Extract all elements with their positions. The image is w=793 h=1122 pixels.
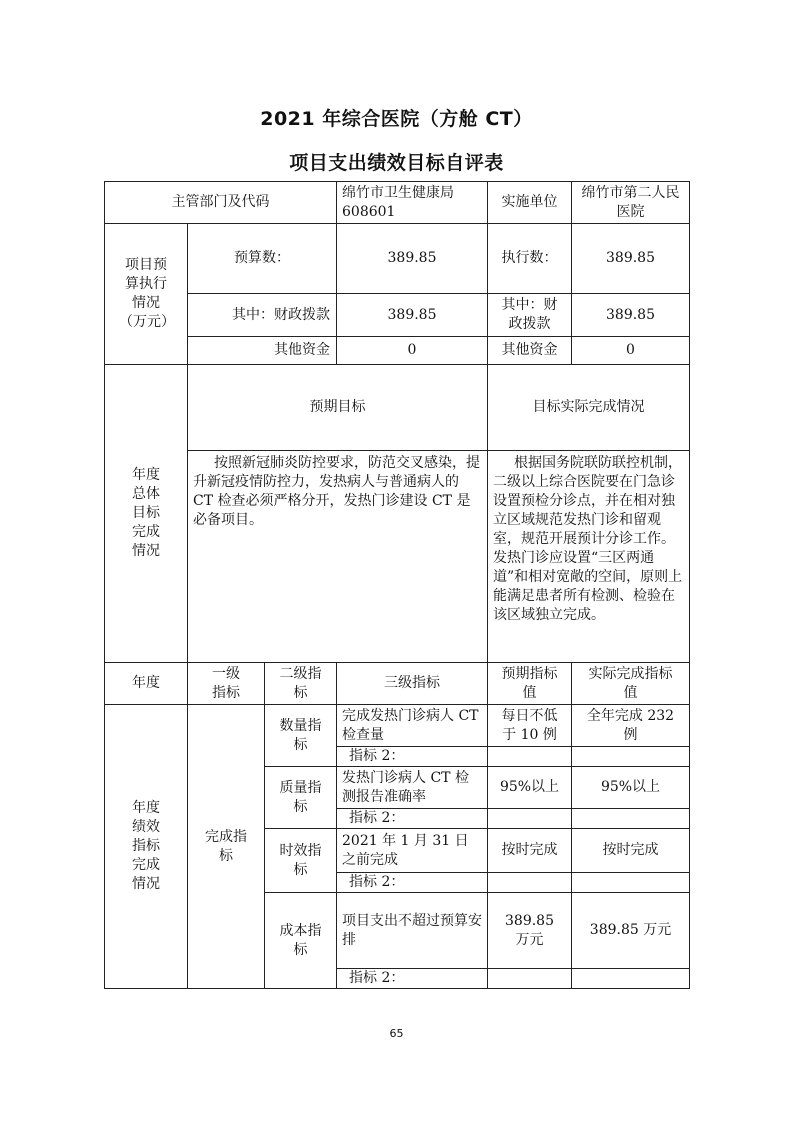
indicator-section-label: 年度绩效指标完成情况 bbox=[105, 705, 188, 989]
expected-timeliness: 按时完成 bbox=[488, 829, 572, 873]
budget-label: 预算数： bbox=[188, 224, 337, 294]
goals-header-row bbox=[105, 365, 690, 451]
expected-quantity: 每日不低于 10 例 bbox=[488, 705, 572, 747]
exec-value: 389.85 bbox=[572, 224, 690, 294]
col-header-actual: 实际完成指标值 bbox=[572, 663, 690, 705]
document-title: 2021 年综合医院（方舱 CT） bbox=[260, 108, 533, 130]
budget-value: 389.85 bbox=[337, 224, 488, 294]
unit-label: 实施单位 bbox=[488, 182, 572, 224]
level2-quantity: 数量指标 bbox=[265, 705, 337, 767]
expected-cost: 389.85 万元 bbox=[488, 893, 572, 969]
placeholder-cost: 指标 2： bbox=[337, 969, 488, 989]
fiscal-value-right: 389.85 bbox=[572, 294, 690, 337]
actual-timeliness: 按时完成 bbox=[572, 829, 690, 873]
other-value-right: 0 bbox=[572, 337, 690, 365]
indicator-header-row bbox=[105, 663, 690, 705]
level3-cost: 项目支出不超过预算安排 bbox=[337, 893, 488, 969]
fiscal-row bbox=[105, 294, 690, 337]
actual-goal-header: 目标实际完成情况 bbox=[488, 365, 690, 451]
actual-cost: 389.85 万元 bbox=[572, 893, 690, 969]
budget-row bbox=[105, 224, 690, 294]
level2-timeliness: 时效指标 bbox=[265, 829, 337, 893]
col-header-level2: 二级指标 bbox=[265, 663, 337, 705]
level3-quantity: 完成发热门诊病人 CT 检查量 bbox=[337, 705, 488, 747]
header-row bbox=[105, 182, 690, 224]
budget-section-label: 项目预算执行情况（万元） bbox=[105, 224, 188, 365]
placeholder-timeliness: 指标 2： bbox=[337, 873, 488, 893]
expected-quality: 95%以上 bbox=[488, 767, 572, 809]
unit-value: 绵竹市第二人民医院 bbox=[572, 182, 690, 224]
dept-label: 主管部门及代码 bbox=[105, 182, 337, 224]
goals-section-label: 年度总体目标完成情况 bbox=[105, 365, 188, 663]
other-label: 其他资金 bbox=[188, 337, 337, 365]
actual-quantity: 全年完成 232 例 bbox=[572, 705, 690, 747]
level3-timeliness: 2021 年 1 月 31 日之前完成 bbox=[337, 829, 488, 873]
col-header-year: 年度 bbox=[105, 663, 188, 705]
actual-goal-text: 根据国务院联防联控机制，二级以上综合医院要在门急诊设置预检分诊点，并在相对独立区域规范发热门诊和留观室，规范开展预计分诊工作。发热门诊应设置“三区两通道”和相对宽敞的空间，原则上能满足患者所有检测、检验在该区域独立完成。 bbox=[488, 451, 690, 663]
dept-value: 绵竹市卫生健康局 608601 bbox=[337, 182, 488, 224]
placeholder-quality: 指标 2： bbox=[337, 809, 488, 829]
col-header-level3: 三级指标 bbox=[337, 663, 488, 705]
fiscal-label-right: 其中：财政拨款 bbox=[488, 294, 572, 337]
col-header-expected: 预期指标值 bbox=[488, 663, 572, 705]
expected-goal-header: 预期目标 bbox=[188, 365, 488, 451]
expected-goal-text: 按照新冠肺炎防控要求，防范交叉感染，提升新冠疫情防控力，发热病人与普通病人的 CT 检查必须严格分开，发热门诊建设 CT 是必备项目。 bbox=[188, 451, 488, 663]
goals-text-row bbox=[105, 451, 690, 663]
evaluation-table bbox=[104, 181, 690, 989]
level3-quality: 发热门诊病人 CT 检测报告准确率 bbox=[337, 767, 488, 809]
level2-quality: 质量指标 bbox=[265, 767, 337, 829]
actual-quality: 95%以上 bbox=[572, 767, 690, 809]
col-header-level1: 一级指标 bbox=[188, 663, 265, 705]
other-funds-row bbox=[105, 337, 690, 365]
document-subtitle: 项目支出绩效目标自评表 bbox=[289, 152, 504, 174]
exec-label: 执行数： bbox=[488, 224, 572, 294]
level2-cost: 成本指标 bbox=[265, 893, 337, 989]
placeholder-quantity: 指标 2： bbox=[337, 747, 488, 767]
table-row bbox=[105, 705, 690, 747]
level1-value: 完成指标 bbox=[188, 705, 265, 989]
fiscal-label: 其中：财政拨款 bbox=[188, 294, 337, 337]
other-label-right: 其他资金 bbox=[488, 337, 572, 365]
other-value: 0 bbox=[337, 337, 488, 365]
page-number: 65 bbox=[389, 1027, 404, 1040]
fiscal-value: 389.85 bbox=[337, 294, 488, 337]
